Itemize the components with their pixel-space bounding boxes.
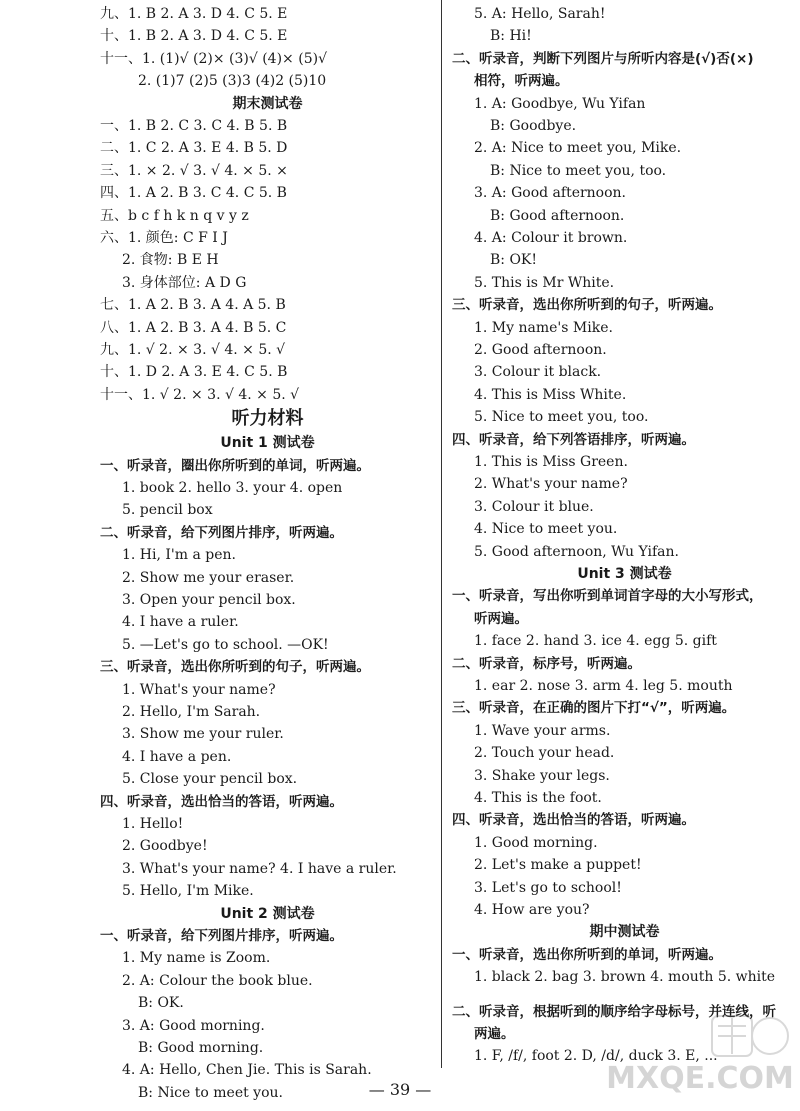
list-item: 3. 身体部位: A D G xyxy=(122,274,247,291)
list-item: 5. Good afternoon, Wu Yifan. xyxy=(474,543,679,560)
list-item: 5. pencil box xyxy=(122,502,213,519)
list-item: 1. My name is Zoom. xyxy=(122,950,271,967)
list-item-reply: B: Good afternoon. xyxy=(490,207,625,224)
list-item: 4. A: Colour it brown. xyxy=(474,230,628,246)
list-item: 1. This is Miss Green. xyxy=(474,454,628,470)
list-item: 4. How are you? xyxy=(474,902,590,918)
answer-line: 九、1. B 2. A 3. D 4. C 5. E xyxy=(100,6,288,22)
answer-line: 三、1. × 2. √ 3. √ 4. × 5. × xyxy=(100,162,288,179)
list-item: 3. Open your pencil box. xyxy=(122,592,296,608)
list-item: 3. Let's go to school! xyxy=(474,879,622,896)
list-item: 4. Nice to meet you. xyxy=(474,521,618,538)
question-heading: 二、听录音，给下列图片排序，听两遍。 xyxy=(100,524,343,541)
answer-line: 九、1. √ 2. × 3. √ 4. × 5. √ xyxy=(100,342,286,358)
list-item: 1. A: Goodbye, Wu Yifan xyxy=(474,95,646,112)
list-item: 5. —Let's go to school. —OK! xyxy=(122,636,329,653)
answer-line: 六、1. 颜色: C F I J xyxy=(100,230,228,246)
list-item-reply: B: Nice to meet you, too. xyxy=(490,162,667,179)
question-heading: 一、听录音，写出你听到单词首字母的大小写形式， xyxy=(452,588,763,605)
answer-line: 二、1. C 2. A 3. E 4. B 5. D xyxy=(100,140,288,157)
list-item-reply: 2. (1)7 (2)5 (3)3 (4)2 (5)10 xyxy=(138,73,327,90)
question-heading: 二、听录音，根据听到的顺序给字母标号，并连线，听 xyxy=(452,1003,776,1020)
list-item: 1. Hi, I'm a pen. xyxy=(122,547,237,564)
column-divider xyxy=(441,0,442,1068)
list-item-reply: B: OK! xyxy=(490,252,538,269)
list-item-reply: B: Nice to meet you. xyxy=(138,1084,283,1101)
list-item: 4. A: Hello, Chen Jie. This is Sarah. xyxy=(122,1062,372,1079)
answer-line: 十一、1. (1)√ (2)× (3)√ (4)× (5)√ xyxy=(100,50,327,67)
answer-line: 十、1. D 2. A 3. E 4. C 5. B xyxy=(100,364,288,381)
list-item: 4. This is the foot. xyxy=(474,790,602,806)
list-item: 5. A: Hello, Sarah! xyxy=(474,6,606,22)
list-item: 5. This is Mr White. xyxy=(474,274,615,291)
answer-line: 四、1. A 2. B 3. C 4. C 5. B xyxy=(100,185,287,202)
section-title: 期末测试卷 xyxy=(232,95,303,112)
list-item: 2. 食物: B E H xyxy=(122,252,219,269)
part-title: 听力材料 xyxy=(231,408,304,430)
question-heading: 一、听录音，圈出你所听到的单词，听两遍。 xyxy=(100,457,370,474)
question-heading-cont: 听两遍。 xyxy=(474,610,528,627)
answer-line: 十、1. B 2. A 3. D 4. C 5. E xyxy=(100,28,288,45)
question-heading: 三、听录音，在正确的图片下打“√”，听两遍。 xyxy=(452,700,736,717)
list-item: 5. Nice to meet you, too. xyxy=(474,409,649,426)
list-item: 2. Touch your head. xyxy=(474,745,615,762)
list-item: 4. This is Miss White. xyxy=(474,386,627,403)
list-item: 2. Let's make a puppet! xyxy=(474,857,642,874)
list-item: 1. ear 2. nose 3. arm 4. leg 5. mouth xyxy=(474,678,733,694)
list-item: 4. I have a ruler. xyxy=(122,614,239,631)
answer-line: 八、1. A 2. B 3. A 4. B 5. C xyxy=(100,319,287,336)
answer-line: 一、1. B 2. C 3. C 4. B 5. B xyxy=(100,118,288,134)
list-item: 3. Show me your ruler. xyxy=(122,726,284,743)
list-item: 3. A: Good afternoon. xyxy=(474,185,627,202)
list-item: 2. Show me your eraser. xyxy=(122,569,295,586)
list-item: 1. Good morning. xyxy=(474,834,598,851)
section-title: Unit 3 测试卷 xyxy=(577,566,672,582)
list-item-reply: B: OK. xyxy=(138,995,184,1012)
page-number: — 39 — xyxy=(368,1080,432,1099)
question-heading-cont: 两遍。 xyxy=(474,1026,515,1042)
section-title: Unit 2 测试卷 xyxy=(220,905,315,922)
list-item-reply: B: Hi! xyxy=(490,28,532,45)
list-item: 2. A: Nice to meet you, Mike. xyxy=(474,140,682,157)
question-heading-cont: 相符，听两遍。 xyxy=(474,73,569,90)
list-item: 1. F, /f/, foot 2. D, /d/, duck 3. E, ... xyxy=(474,1048,718,1065)
list-item: 3. What's your name? 4. I have a ruler. xyxy=(122,860,397,877)
question-heading: 四、听录音，给下列答语排序，听两遍。 xyxy=(452,431,695,448)
watermark-url: MXQE.COM xyxy=(606,1061,794,1096)
list-item: 1. What's your name? xyxy=(122,681,276,698)
answer-line: 七、1. A 2. B 3. A 4. A 5. B xyxy=(100,297,286,314)
list-item: 2. Good afternoon. xyxy=(474,342,607,358)
list-item: 1. My name's Mike. xyxy=(474,319,613,336)
list-item: 2. Goodbye! xyxy=(122,838,208,855)
list-item: 5. Hello, I'm Mike. xyxy=(122,883,254,900)
list-item: 3. Shake your legs. xyxy=(474,767,610,784)
answer-line: 十一、1. √ 2. × 3. √ 4. × 5. √ xyxy=(100,386,300,403)
list-item: 1. black 2. bag 3. brown 4. mouth 5. white xyxy=(474,969,776,986)
list-item: 2. Hello, I'm Sarah. xyxy=(122,704,261,720)
list-item: 5. Close your pencil box. xyxy=(122,771,298,788)
list-item: 3. Colour it black. xyxy=(474,364,602,381)
list-item: 4. I have a pen. xyxy=(122,748,232,765)
watermark-logo xyxy=(600,1010,800,1110)
question-heading: 三、听录音，选出你所听到的句子，听两遍。 xyxy=(452,297,722,314)
section-title: Unit 1 测试卷 xyxy=(220,435,315,452)
question-heading: 四、听录音，选出恰当的答语，听两遍。 xyxy=(100,793,343,810)
list-item: 1. face 2. hand 3. ice 4. egg 5. gift xyxy=(474,633,717,650)
list-item: 2. A: Colour the book blue. xyxy=(122,972,313,989)
list-item-reply: B: Good morning. xyxy=(138,1040,264,1056)
question-heading: 三、听录音，选出你所听到的句子，听两遍。 xyxy=(100,659,370,676)
list-item: 1. Wave your arms. xyxy=(474,722,611,739)
question-heading: 四、听录音，选出恰当的答语，听两遍。 xyxy=(452,812,695,829)
list-item: 1. Hello! xyxy=(122,816,184,832)
list-item-reply: B: Goodbye. xyxy=(490,118,577,134)
question-heading: 一、听录音，选出你所听到的单词，听两遍。 xyxy=(452,946,722,963)
question-heading: 一、听录音，给下列图片排序，听两遍。 xyxy=(100,928,343,944)
list-item: 3. Colour it blue. xyxy=(474,498,594,515)
question-heading: 二、听录音，判断下列图片与所听内容是(√)否(×) xyxy=(452,50,754,67)
answer-line: 五、b c f h k n q v y z xyxy=(100,207,249,224)
section-title: 期中测试卷 xyxy=(589,924,660,941)
list-item: 3. A: Good morning. xyxy=(122,1017,265,1034)
list-item: 1. book 2. hello 3. your 4. open xyxy=(122,480,343,496)
question-heading: 二、听录音，标序号，听两遍。 xyxy=(452,655,641,672)
list-item: 2. What's your name? xyxy=(474,476,628,493)
